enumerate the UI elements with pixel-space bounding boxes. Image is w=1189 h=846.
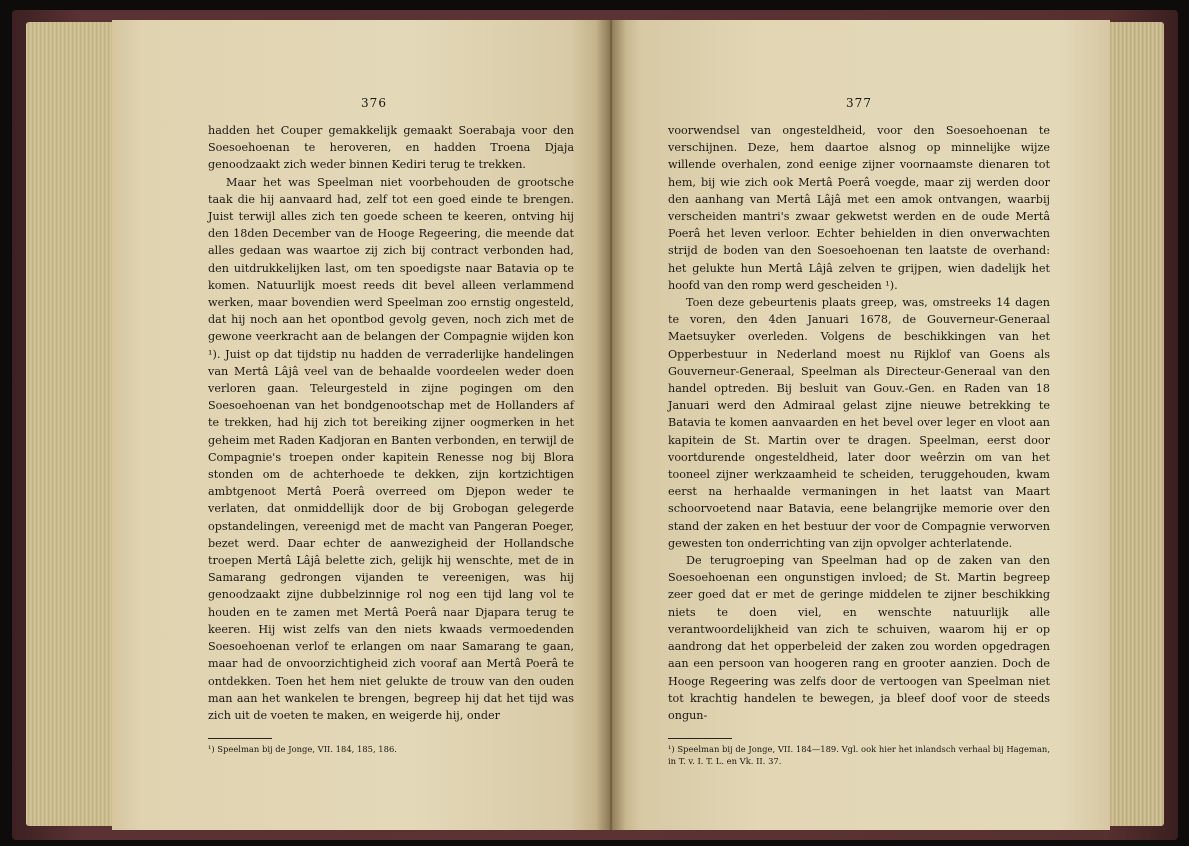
right-paragraph-2: Toen deze gebeurtenis plaats greep, was, omstreeks 14 dagen te voren, den 4den Januari 1678, de Gouverneur-Generaal Maetsuyker overleden. Volgens de beschikkingen van het Opperbestuur in Nederland moest nu Rijklof van Goens als Gouverneur-Generaal, Speelman als Directeur-Generaal van den handel optreden. Bij besluit van Gouv.-Gen. en Raden van 18 Januari werd den Admiraal gelast zijne nieuwe betrekking te Batavia te komen aanvaarden en het bevel over leger en vloot aan kapitein de St. Martin over te dragen. Speelman, eerst door voortdurende ongesteldheid, later door weêrzin om van het tooneel zijner werkzaamheid te scheiden, teruggehouden, kwam eerst na herhaalde vermaningen in het laatst van Maart schoorvoetend naar Batavia, eene belangrijke memorie over den stand der zaken en het bestuur der voor de Compagnie verworven gewesten ton onderrichting van zijn opvolger achterlatende. xyxy=(668,296,1050,550)
footnote-rule xyxy=(668,738,732,739)
left-page xyxy=(112,20,610,830)
page-edges-left xyxy=(26,22,118,826)
right-paragraph-1: voorwendsel van ongesteldheid, voor den Soesoehoenan te verschijnen. Deze, hem daartoe alsnog op minnelijke wijze willende overhalen, zond eenige zijner voornaamste dienaren tot hem, bij wie zich ook Mertâ Poerâ voegde, maar zij werden door den aanhang van Mertâ Lâjâ met een amok ontvangen, waarbij verscheiden mantri's zwaar gekwetst werden en de oude Mertâ Poerâ het leven verloor. Echter behielden in dien onverwachten strijd de boden van den Soesoehoenan ten laatste de overhand: het gelukte hun Mertâ Lâjâ zelven te grijpen, wien dadelijk het hoofd van den romp werd gescheiden ¹). xyxy=(668,124,1050,292)
left-page-number: 376 xyxy=(361,96,387,110)
right-page xyxy=(610,20,1110,830)
page-edges-right xyxy=(1108,22,1164,826)
right-page-number: 377 xyxy=(846,96,872,110)
right-paragraph-3: De terugroeping van Speelman had op de zaken van den Soesoehoenan een ongunstigen invloed; de St. Martin begreep zeer goed dat er met de geringe middelen te zijner beschikking niets te doen viel, en wenschte natuurlijk alle verantwoordelijkheid van zich te schuiven, waarom hij er op aandrong dat het opperbeleid der zaken zou worden opgedragen aan een persoon van hoogeren rang en grooter aanzien. Doch de Hooge Regeering was zelfs door de vertoogen van Speelman niet tot krachtig handelen te bewegen, ja bleef doof voor de steeds ongun- xyxy=(668,554,1050,722)
footnote-rule xyxy=(208,738,272,739)
left-paragraph-2: Maar het was Speelman niet voorbehouden de grootsche taak die hij aanvaard had, zelf tot een goed einde te brengen. Juist terwijl alles zich ten goede scheen te keeren, ontving hij den 18den December van de Hooge Regeering, die meende dat alles gedaan was waartoe zij zich bij contract verbonden had, den uitdrukkelijken last, om ten spoedigste naar Batavia op te komen. Natuurlijk moest reeds dit bevel alleen verlammend werken, maar bovendien werd Speelman zoo ernstig ongesteld, dat hij noch aan het opontbod gevolg geven, noch zich met de gewone veerkracht aan de belangen der Compagnie wijden kon ¹). Juist op dat tijdstip nu hadden de verraderlijke handelingen van Mertâ Lâjâ veel van de behaalde voordeelen weder doen verloren gaan. Teleurgesteld in zijne pogingen om den Soesoehoenan van het bondgenootschap met de Hollanders af te trekken, had hij zich tot bereiking zijner oogmerken in het geheim met Raden Kadjoran en Banten verbonden, en terwijl de Compagnie's troepen onder kapitein Renesse nog bij Blora stonden om de achterhoede te dekken, zijn kortzichtigen ambtgenoot Mertâ Poerâ overreed om Djepon weder te verlaten, dat onmiddellijk door de bij Grobogan gelegerde opstandelingen, vereenigd met de macht van Pangeran Poeger, bezet werd. Daar echter de aanwezigheid der Hollandsche troepen Mertâ Lâjâ belette zich, gelijk hij wenschte, met de in Samarang gedrongen vijanden te vereenigen, was hij genoodzaakt zijne dubbelzinnige rol nog een tijd lang vol te houden en te zamen met Mertâ Poerâ naar Djapara terug te keeren. Hij wist zelfs van den niets kwaads vermoedenden Soesoehoenan verlof te erlangen om naar Samarang te gaan, maar had de onvoorzichtigheid zich vooraf aan Mertâ Poerâ te ontdekken. Toen het hem niet gelukte de trouw van den ouden man aan het wankelen te brengen, begreep hij dat het tijd was zich uit de voeten te maken, en weigerde hij, onder xyxy=(208,175,574,722)
right-page-body xyxy=(668,122,1050,724)
left-page-body xyxy=(208,122,574,724)
left-paragraph-1: hadden het Couper gemakkelijk gemaakt Soerabaja voor den Soesoehoenan te heroveren, en hadden Troena Djaja genoodzaakt zich weder binnen Kediri terug te trekken. xyxy=(208,124,574,172)
right-footnote: ¹) Speelman bij de Jonge, VII. 184—189. Vgl. ook hier het inlandsch verhaal bij Hageman, in T. v. I. T. L. en Vk. II. 37. xyxy=(668,744,1050,766)
left-footnote: ¹) Speelman bij de Jonge, VII. 184, 185, 186. xyxy=(208,744,397,755)
